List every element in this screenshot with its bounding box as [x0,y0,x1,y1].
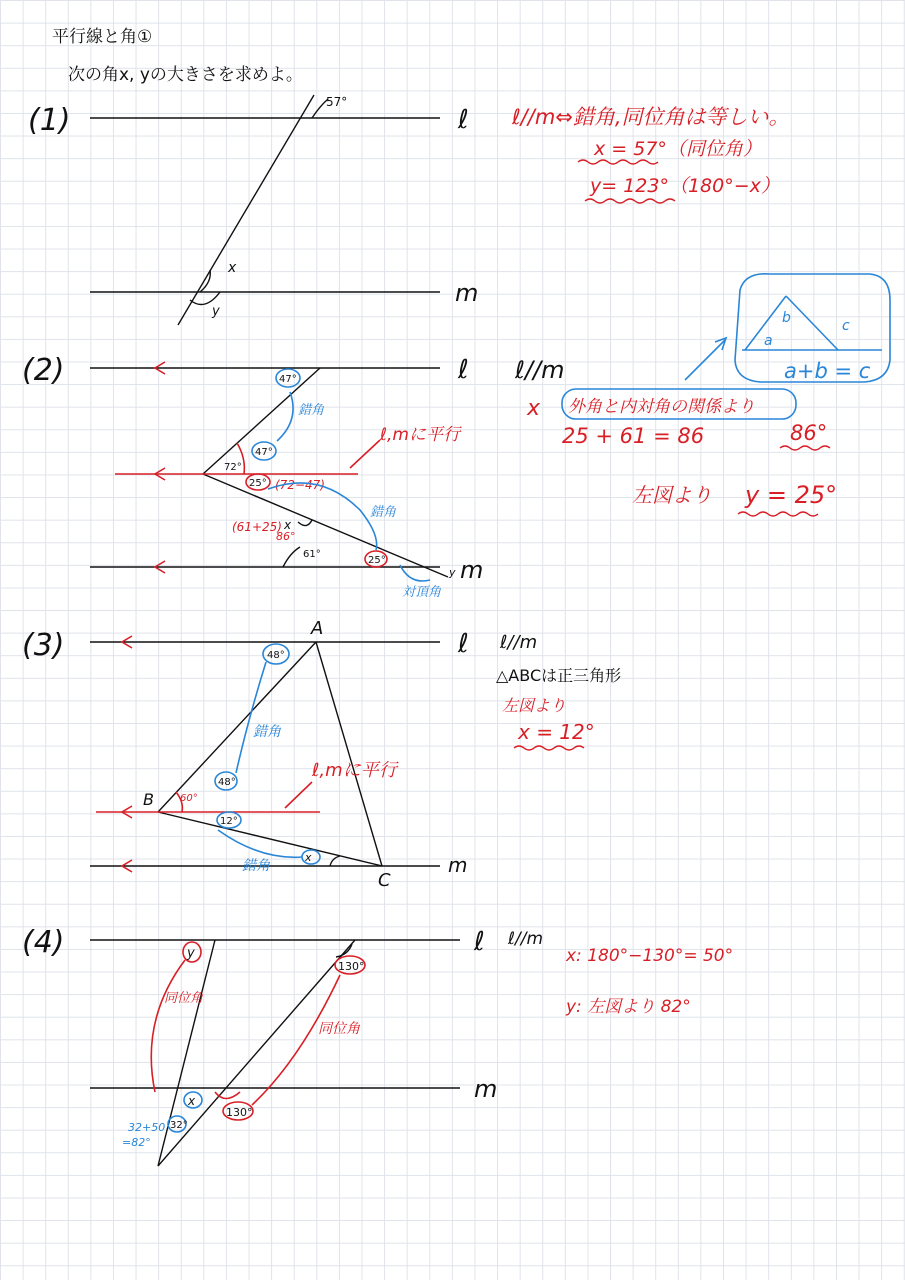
angle-48-mid: 48° [218,777,236,788]
segment-bc [158,812,382,866]
underline [514,746,584,750]
problem-2 [22,274,890,600]
inset-diagram [685,274,890,383]
angle-x: x [305,851,312,864]
instruction-text: 次の角x, yの大きさを求めよ。 [68,65,303,85]
problem-number: (2) [22,353,65,388]
transversal-left [158,940,215,1166]
vertex-c: C [378,870,391,891]
underline [780,446,830,450]
problem-number: (4) [22,925,65,960]
note-y-text: 左図より [632,483,712,507]
label-doui: 同位角 [164,991,204,1006]
angle-x: x [188,1094,196,1108]
calc-32-50: 32+50 [128,1121,166,1134]
label-m: m [474,1075,498,1103]
label-m: m [455,279,479,307]
note-x-label: x [527,396,541,421]
angle-y: y [187,946,195,961]
label-sakkaku: 錯角 [242,858,270,874]
connector-arrow [285,782,312,808]
angle-47-mid: 47° [255,447,273,458]
label-m: m [448,853,468,877]
angle-12: 12° [220,816,238,827]
underline [578,160,658,164]
transversal [178,95,314,325]
label-l: ℓ [458,629,469,659]
label-sakkaku: 錯角 [370,505,397,520]
label-sakkaku: 錯角 [298,403,325,418]
label-l: ℓ [458,105,469,135]
connector-arrow [252,975,340,1105]
worksheet-title: 平行線と角① [52,27,153,47]
label-l: ℓ [458,355,469,385]
label-taichokaku: 対頂角 [402,585,442,600]
label-doui: 同位角 [318,1021,360,1037]
angle-130-bot: 130° [226,1106,253,1119]
angle-60: 60° [180,793,198,804]
segment-ac [316,642,382,866]
angle-label-x: x [228,260,237,276]
connector-arrow [151,960,185,1092]
connector-arrow [350,440,380,468]
calc-61-25: (61+25) [232,520,282,534]
connector-arrow [236,662,266,773]
note-from-fig: 左図より [502,696,567,715]
label-m: m [460,556,484,584]
angle-arc [330,856,340,866]
angle-x: x [284,518,292,532]
parallel-label: ℓ//m [508,929,544,949]
transversal-right [158,940,355,1166]
angle-25-bot: 25° [368,555,386,566]
angle-130-top: 130° [338,960,365,973]
angle-86: 86° [276,530,296,543]
underline [585,199,675,203]
angle-arc [298,520,312,526]
inset-c: c [842,318,850,334]
note-y-answer: y: 左図より 82° [566,997,691,1017]
inset-side [786,296,838,350]
problem-number: (3) [22,628,65,663]
angle-57: 57° [326,95,348,109]
inset-b: b [782,310,791,326]
problem-4 [22,925,733,1166]
problem-number: (1) [28,103,71,138]
note-x-answer: x = 57°（同位角） [594,138,762,160]
angle-47-top: 47° [279,374,297,385]
angle-y: y [449,566,456,579]
note-x-answer: 86° [790,421,828,445]
inset-equation: a+b = c [784,359,871,383]
calc-82: =82° [122,1136,151,1149]
vertex-a: A [311,618,324,639]
angle-25-mid: 25° [249,478,267,489]
note-rule: ℓ//m⇔錯角,同位角は等しい。 [512,105,790,129]
underline [738,512,818,516]
calc-72-47: (72−47) [275,478,325,492]
angle-48-top: 48° [267,650,285,661]
label-parallel-note: ℓ,mに平行 [312,760,397,781]
label-l: ℓ [474,927,485,957]
segment-upper [203,368,320,474]
angle-61: 61° [303,549,321,560]
note-x-calc: 25 + 61 = 86 [562,424,705,448]
label-parallel-note: ℓ,mに平行 [380,425,460,445]
inset-a: a [764,333,773,349]
segment-ab [158,642,316,812]
note-triangle: △ABCは正三角形 [496,666,622,685]
connector-arrow [685,340,725,380]
note-x-answer: x: 180°−130°= 50° [566,946,734,966]
note-x-answer: x = 12° [518,720,595,744]
note-parallel: ℓ//m [500,632,538,653]
label-sakkaku: 錯角 [253,724,281,740]
problem-3 [22,618,621,891]
note-x-reason: 外角と内対角の関係より [568,397,755,417]
problem-1 [28,95,790,325]
vertex-b: B [143,790,154,809]
angle-72: 72° [224,462,242,473]
parallel-label: ℓ//m [515,356,565,384]
angle-32: 32° [170,1120,188,1131]
note-y-answer: y= 123°（180°−x） [590,175,780,197]
angle-arc [215,1092,240,1099]
angle-arc [283,547,300,567]
angle-label-y: y [212,304,220,319]
note-y-answer: y = 25° [745,481,838,509]
